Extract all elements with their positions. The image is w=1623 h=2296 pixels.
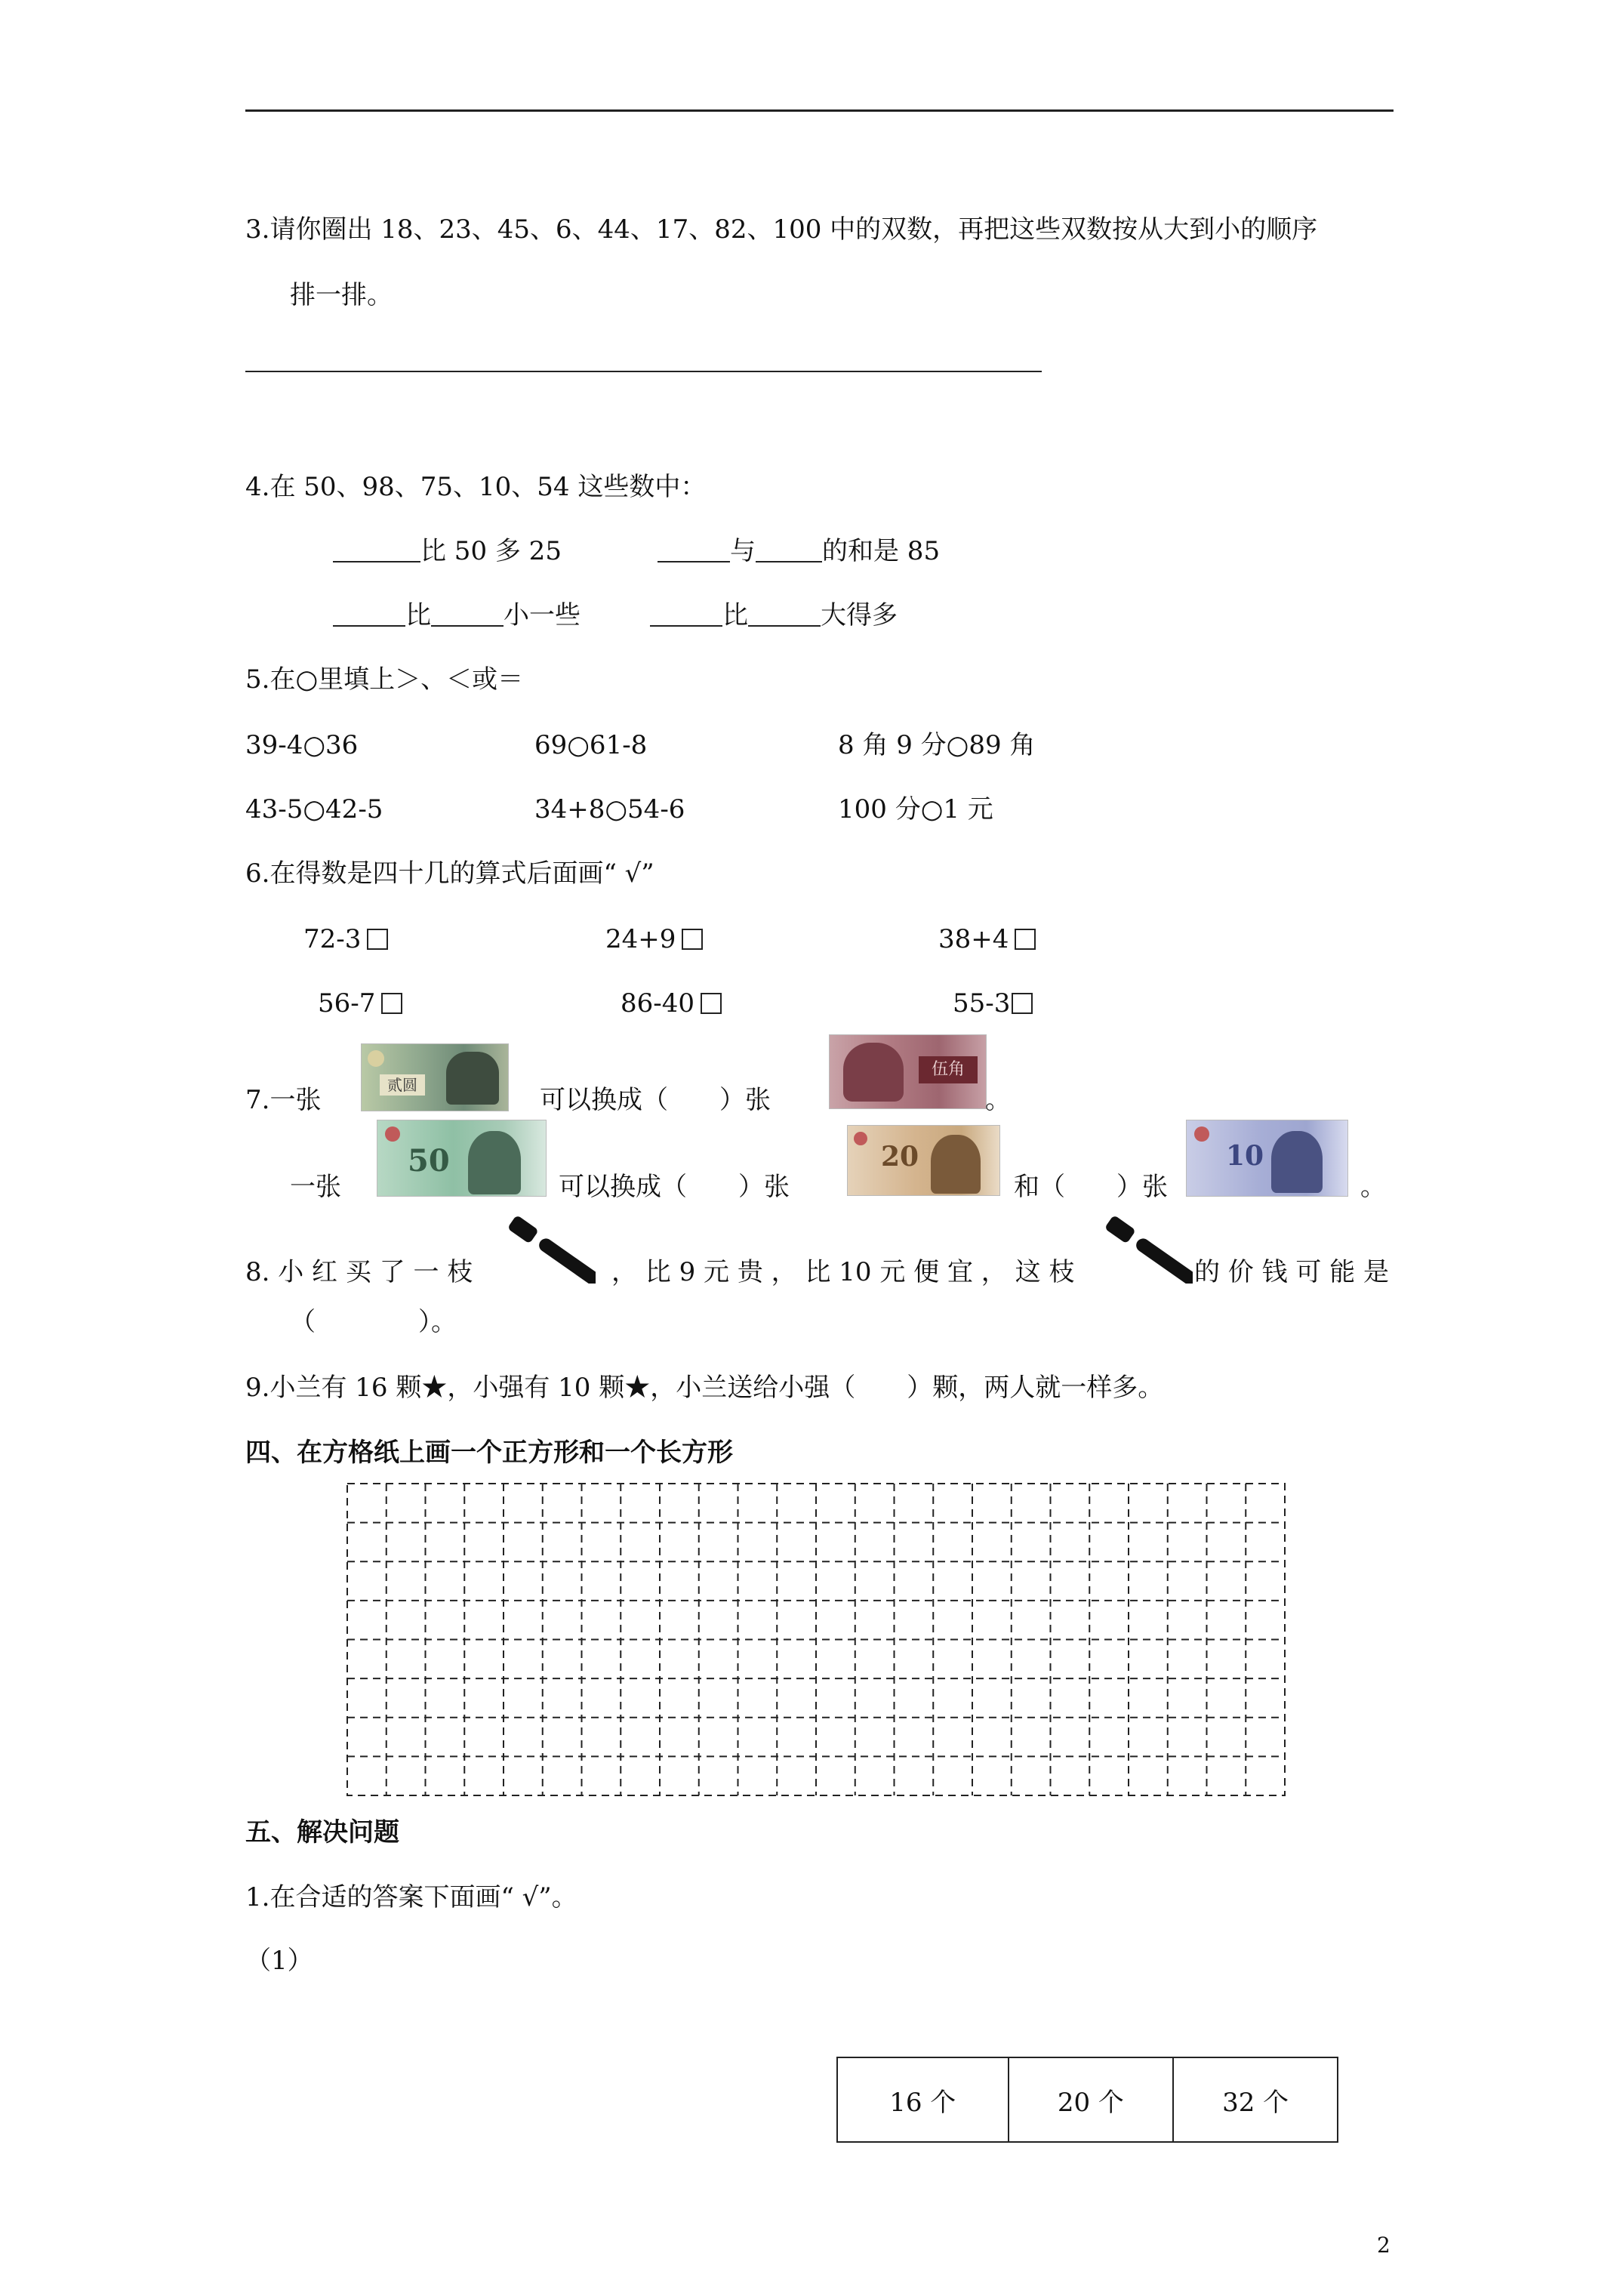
twenty-yuan-note-image: 20	[847, 1125, 1000, 1196]
q4-row1-right: 与 的和是 85	[658, 538, 940, 564]
q4-row2-left: 比 小一些	[333, 603, 581, 628]
q4-title: 4.在 50、98、75、10、54 这些数中：	[245, 472, 707, 502]
q4-blank[interactable]	[756, 540, 822, 562]
q7-line2-and: 和（ ）张	[1014, 1172, 1168, 1202]
page-number: 2	[1377, 2233, 1390, 2257]
grid-paper[interactable]	[346, 1483, 1290, 1800]
q7-line2-start: 一张	[290, 1172, 341, 1202]
header-rule	[245, 109, 1394, 112]
checkbox[interactable]	[682, 929, 703, 950]
q9: 9.小兰有 16 颗★，小强有 10 颗★，小兰送给小强（ ）颗，两人就一样多。	[245, 1373, 1164, 1403]
q7-line2-end: 。	[1360, 1172, 1386, 1202]
q6-title: 6.在得数是四十几的算式后面画“ √”	[245, 858, 654, 889]
q4-blank[interactable]	[333, 604, 405, 627]
q3-line2: 排一排。	[290, 280, 393, 310]
checkbox[interactable]	[1012, 993, 1033, 1014]
q7-line2-mid: 可以换成（ ）张	[559, 1172, 790, 1202]
answer-options-table	[836, 2057, 1338, 2143]
q7-line1-start: 7.一张	[245, 1085, 322, 1115]
q6-item: 55-3	[953, 991, 1033, 1016]
q7-line1-end: 。	[985, 1085, 1011, 1115]
q8-part1: 8. 小 红 买 了 一 枝	[245, 1257, 473, 1287]
five-jiao-note-image: 伍角	[829, 1034, 987, 1109]
checkbox[interactable]	[701, 993, 722, 1014]
checkbox[interactable]	[381, 993, 402, 1014]
q5-item: 34+8○54-6	[534, 794, 685, 824]
pen-icon	[497, 1208, 596, 1284]
q4-blank[interactable]	[658, 540, 730, 562]
section5-title: 五、解决问题	[245, 1817, 399, 1848]
q3-answer-line	[245, 371, 1042, 372]
section4-title: 四、在方格纸上画一个正方形和一个长方形	[245, 1438, 733, 1468]
answer-option[interactable]: 20 个	[1009, 2057, 1174, 2142]
q7-line1-mid: 可以换成（ ）张	[540, 1085, 771, 1115]
section5-q1: 1.在合适的答案下面画“ √”。	[245, 1882, 577, 1912]
q4-row2-right: 比 大得多	[650, 603, 898, 628]
q6-item: 38+4	[938, 926, 1036, 952]
two-yuan-note-image: 贰圆	[361, 1043, 509, 1111]
checkbox[interactable]	[367, 929, 388, 950]
q3-line1: 3.请你圈出 18、23、45、6、44、17、82、100 中的双数，再把这些双数按从大到小的顺序	[245, 214, 1318, 245]
pen-icon	[1095, 1208, 1193, 1284]
fifty-yuan-note-image: 50	[377, 1120, 547, 1197]
q5-item: 69○61-8	[534, 730, 648, 760]
q6-item: 56-7	[318, 991, 402, 1016]
ten-yuan-note-image: 10	[1186, 1120, 1348, 1197]
q4-row1-left: 比 50 多 25	[333, 538, 562, 564]
section5-sub1: （1）	[245, 1946, 313, 1976]
q5-item: 43-5○42-5	[245, 794, 383, 824]
q5-item: 100 分○1 元	[838, 794, 993, 824]
q4-blank[interactable]	[431, 604, 504, 627]
q4-blank[interactable]	[748, 604, 821, 627]
q6-item: 72-3	[303, 926, 388, 952]
answer-option[interactable]: 32 个	[1173, 2057, 1338, 2142]
q8-part2: ， 比 9 元 贵 ， 比 10 元 便 宜 ， 这 枝	[611, 1257, 1075, 1287]
q5-title: 5.在○里填上＞、＜或＝	[245, 664, 524, 695]
q4-blank[interactable]	[650, 604, 722, 627]
q6-item: 86-40	[621, 991, 722, 1016]
q4-blank[interactable]	[333, 540, 420, 562]
q8-line2: （ ）。	[290, 1307, 457, 1337]
q5-item: 8 角 9 分○89 角	[838, 730, 1036, 760]
q5-item: 39-4○36	[245, 730, 359, 760]
q8-part3: 的 价 钱 可 能 是	[1194, 1257, 1390, 1287]
answer-option[interactable]: 16 个	[837, 2057, 1009, 2142]
q6-item: 24+9	[605, 926, 703, 952]
checkbox[interactable]	[1015, 929, 1036, 950]
